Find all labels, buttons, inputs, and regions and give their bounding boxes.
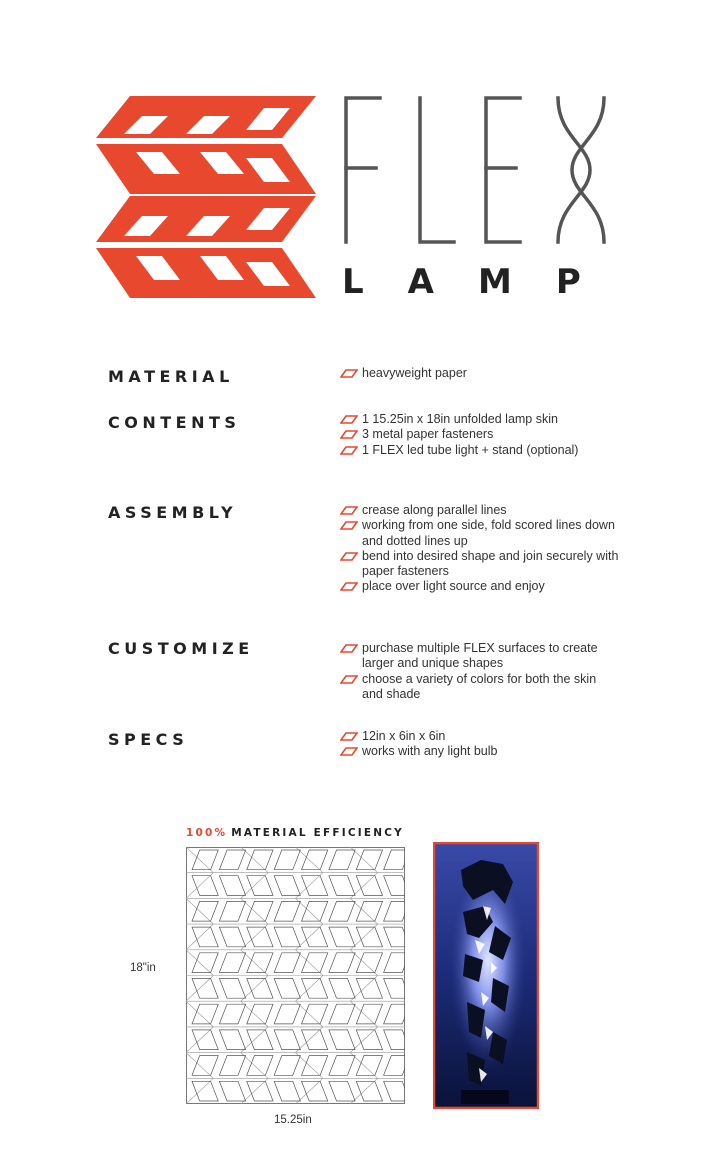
parallelogram-bullet-icon bbox=[340, 747, 358, 756]
width-dimension-label: 15.25in bbox=[274, 1114, 312, 1126]
height-dimension-label: 18"in bbox=[130, 962, 156, 974]
list-item: crease along parallel lines bbox=[340, 503, 630, 518]
list-item: heavyweight paper bbox=[340, 366, 640, 381]
flex-wordmark bbox=[340, 96, 610, 244]
list-item: working from one side, fold scored lines down and dotted lines up bbox=[340, 518, 630, 549]
parallelogram-bullet-icon bbox=[340, 552, 358, 561]
chevron-logo-icon bbox=[96, 96, 324, 298]
section-label-assembly: ASSEMBLY bbox=[108, 503, 238, 522]
efficiency-heading bbox=[186, 827, 404, 839]
parallelogram-bullet-icon bbox=[340, 415, 358, 424]
section-label-specs: SPECS bbox=[108, 730, 189, 749]
list-item: 12in x 6in x 6in bbox=[340, 729, 640, 744]
customize-list bbox=[340, 641, 620, 702]
parallelogram-bullet-icon bbox=[340, 582, 358, 591]
parallelogram-bullet-icon bbox=[340, 732, 358, 741]
list-item: place over light source and enjoy bbox=[340, 579, 630, 594]
specs-list bbox=[340, 729, 640, 760]
parallelogram-bullet-icon bbox=[340, 521, 358, 530]
parallelogram-bullet-icon bbox=[340, 644, 358, 653]
parallelogram-bullet-icon bbox=[340, 506, 358, 515]
list-item: bend into desired shape and join securely with paper fasteners bbox=[340, 549, 630, 580]
list-item: 1 FLEX led tube light + stand (optional) bbox=[340, 443, 640, 458]
list-item: purchase multiple FLEX surfaces to create larger and unique shapes bbox=[340, 641, 620, 672]
assembly-list bbox=[340, 503, 630, 595]
efficiency-percent: 100% bbox=[186, 827, 228, 839]
parallelogram-bullet-icon bbox=[340, 675, 358, 684]
list-item: choose a variety of colors for both the skin and shade bbox=[340, 672, 620, 703]
section-label-contents: CONTENTS bbox=[108, 413, 241, 432]
list-item: 3 metal paper fasteners bbox=[340, 427, 640, 442]
lamp-subtitle: LAMP bbox=[342, 262, 625, 302]
flex-word-text: FLEX bbox=[340, 96, 343, 97]
list-item: 1 15.25in x 18in unfolded lamp skin bbox=[340, 412, 640, 427]
parallelogram-bullet-icon bbox=[340, 430, 358, 439]
lamp-photo bbox=[433, 842, 539, 1109]
unfolded-skin-pattern bbox=[186, 847, 405, 1104]
material-list bbox=[340, 366, 640, 381]
efficiency-label: MATERIAL EFFICIENCY bbox=[231, 827, 404, 839]
contents-list bbox=[340, 412, 640, 458]
section-label-material: MATERIAL bbox=[108, 367, 234, 386]
list-item: works with any light bulb bbox=[340, 744, 640, 759]
section-label-customize: CUSTOMIZE bbox=[108, 639, 254, 658]
parallelogram-bullet-icon bbox=[340, 446, 358, 455]
parallelogram-bullet-icon bbox=[340, 369, 358, 378]
